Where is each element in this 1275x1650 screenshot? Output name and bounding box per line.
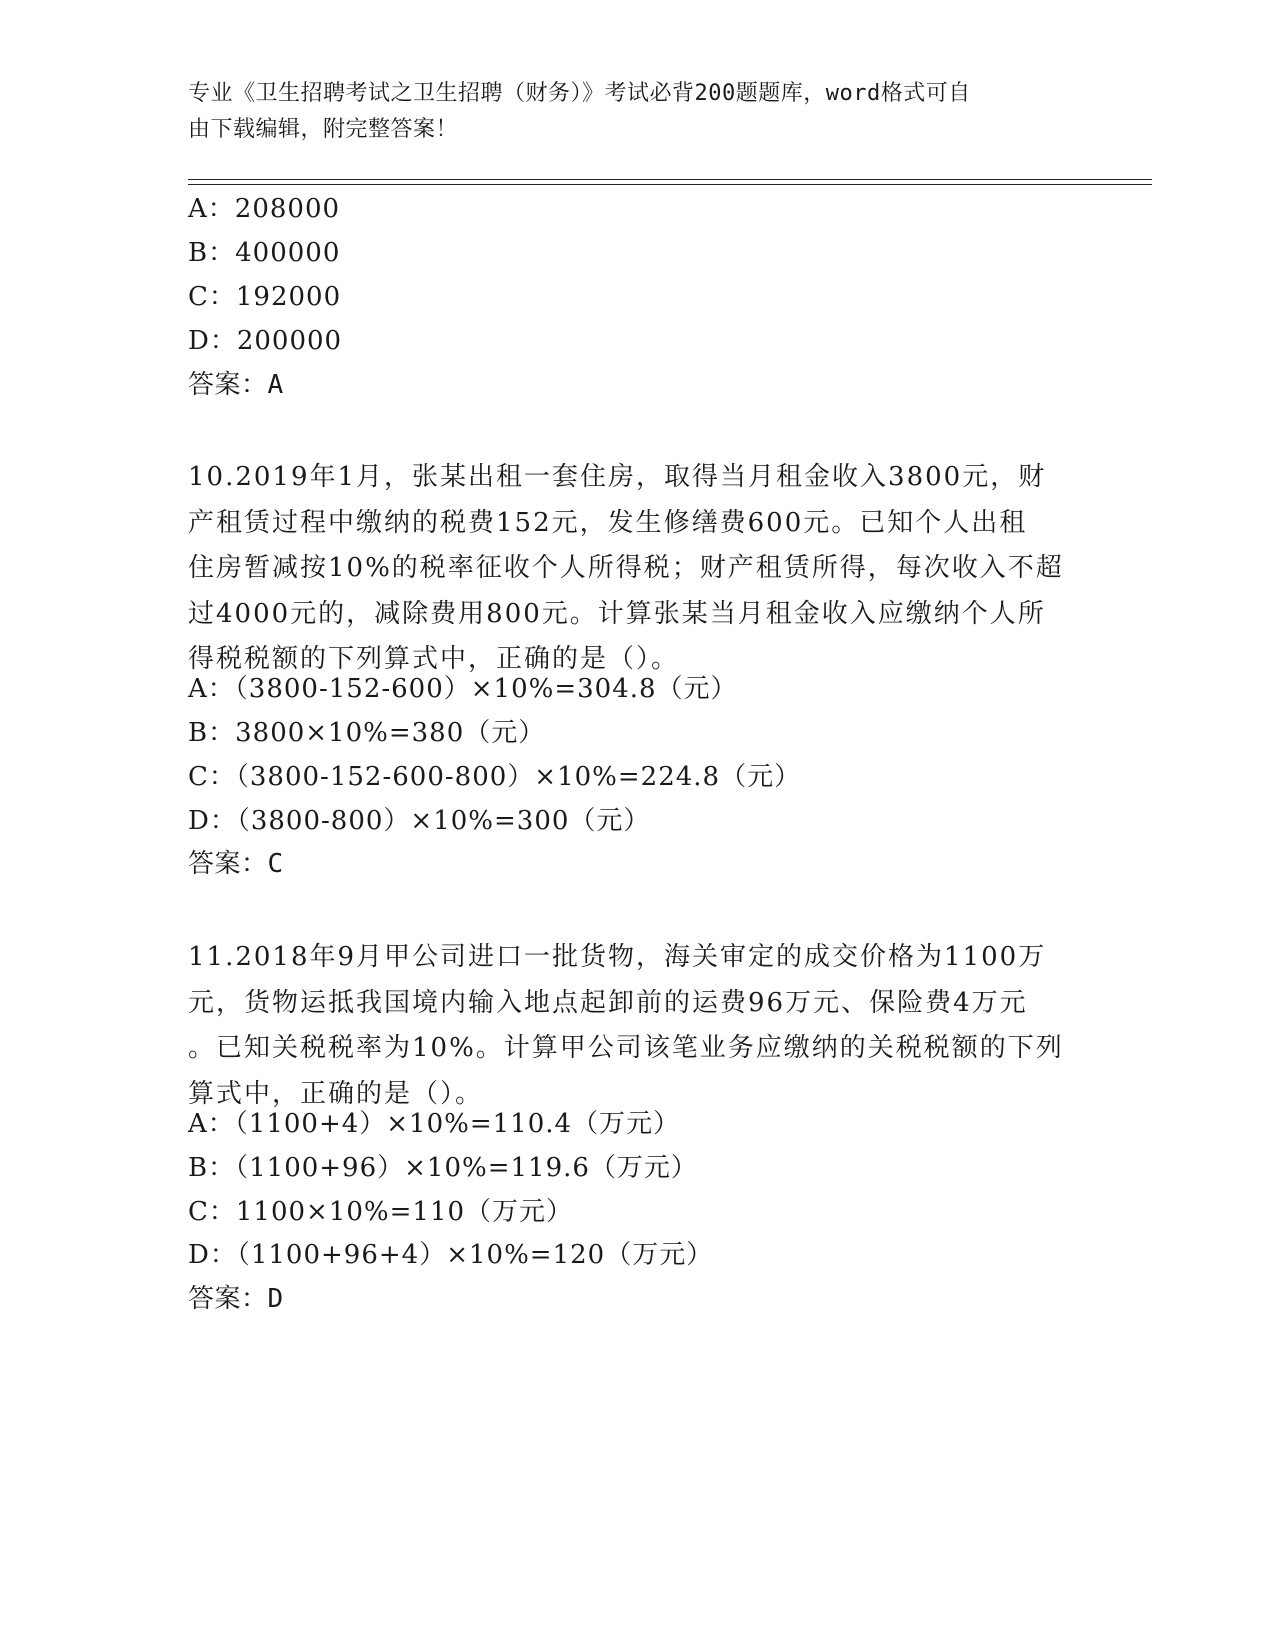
q11-stem bbox=[188, 935, 1088, 1117]
q11-option-c: C：1100×10%=110（万元） bbox=[188, 1197, 574, 1227]
q10-option-d: D：（3800-800）×10%=300（元） bbox=[188, 806, 651, 836]
header-divider-bottom bbox=[188, 184, 1152, 185]
q10-option-a: A：（3800-152-600）×10%=304.8（元） bbox=[188, 674, 738, 704]
q11-stem-line: 元，货物运抵我国境内输入地点起卸前的运费96万元、保险费4万元 bbox=[188, 987, 1028, 1018]
q11-answer: 答案：D bbox=[188, 1284, 284, 1314]
q11-stem-line: 算式中，正确的是（）。 bbox=[188, 1078, 484, 1109]
q11-stem-line: 11.2018年9月甲公司进口一批货物，海关审定的成交价格为1100万 bbox=[188, 942, 1047, 972]
q11-stem-line: 。已知关税税率为10%。计算甲公司该笔业务应缴纳的关税税额的下列 bbox=[188, 1033, 1064, 1063]
q10-option-c: C：（3800-152-600-800）×10%=224.8（元） bbox=[188, 762, 802, 792]
q11-option-d: D：（1100+96+4）×10%=120（万元） bbox=[188, 1240, 714, 1270]
q11-option-b: B：（1100+96）×10%=119.6（万元） bbox=[188, 1153, 698, 1183]
q11-option-a: A：（1100+4）×10%=110.4（万元） bbox=[188, 1109, 681, 1139]
q10-stem-line: 过4000元的，减除费用800元。计算张某当月租金收入应缴纳个人所 bbox=[188, 598, 1046, 629]
header-divider-top bbox=[188, 179, 1152, 180]
q10-stem-line: 得税税额的下列算式中，正确的是（）。 bbox=[188, 644, 680, 674]
q9-option-d: D：200000 bbox=[188, 326, 343, 356]
q10-stem-line: 10.2019年1月，张某出租一套住房，取得当月租金收入3800元，财 bbox=[188, 462, 1047, 492]
header-line-1: 专业《卫生招聘考试之卫生招聘（财务）》考试必背200题题库，word格式可自 bbox=[188, 81, 971, 106]
q9-option-b: B：400000 bbox=[188, 238, 341, 268]
q10-stem bbox=[188, 455, 1088, 683]
q10-answer: 答案：C bbox=[188, 849, 284, 879]
q10-stem-line: 产租赁过程中缴纳的税费152元，发生修缮费600元。已知个人出租 bbox=[188, 507, 1028, 538]
header-line-2: 由下载编辑，附完整答案！ bbox=[188, 117, 459, 142]
q9-option-c: C：192000 bbox=[188, 282, 342, 312]
q9-option-a: A：208000 bbox=[188, 194, 341, 224]
q9-answer: 答案：A bbox=[188, 370, 284, 400]
q10-stem-line: 住房暂减按10%的税率征收个人所得税；财产租赁所得，每次收入不超 bbox=[188, 553, 1064, 583]
q10-option-b: B：3800×10%=380（元） bbox=[188, 718, 546, 748]
document-header bbox=[188, 76, 1068, 148]
